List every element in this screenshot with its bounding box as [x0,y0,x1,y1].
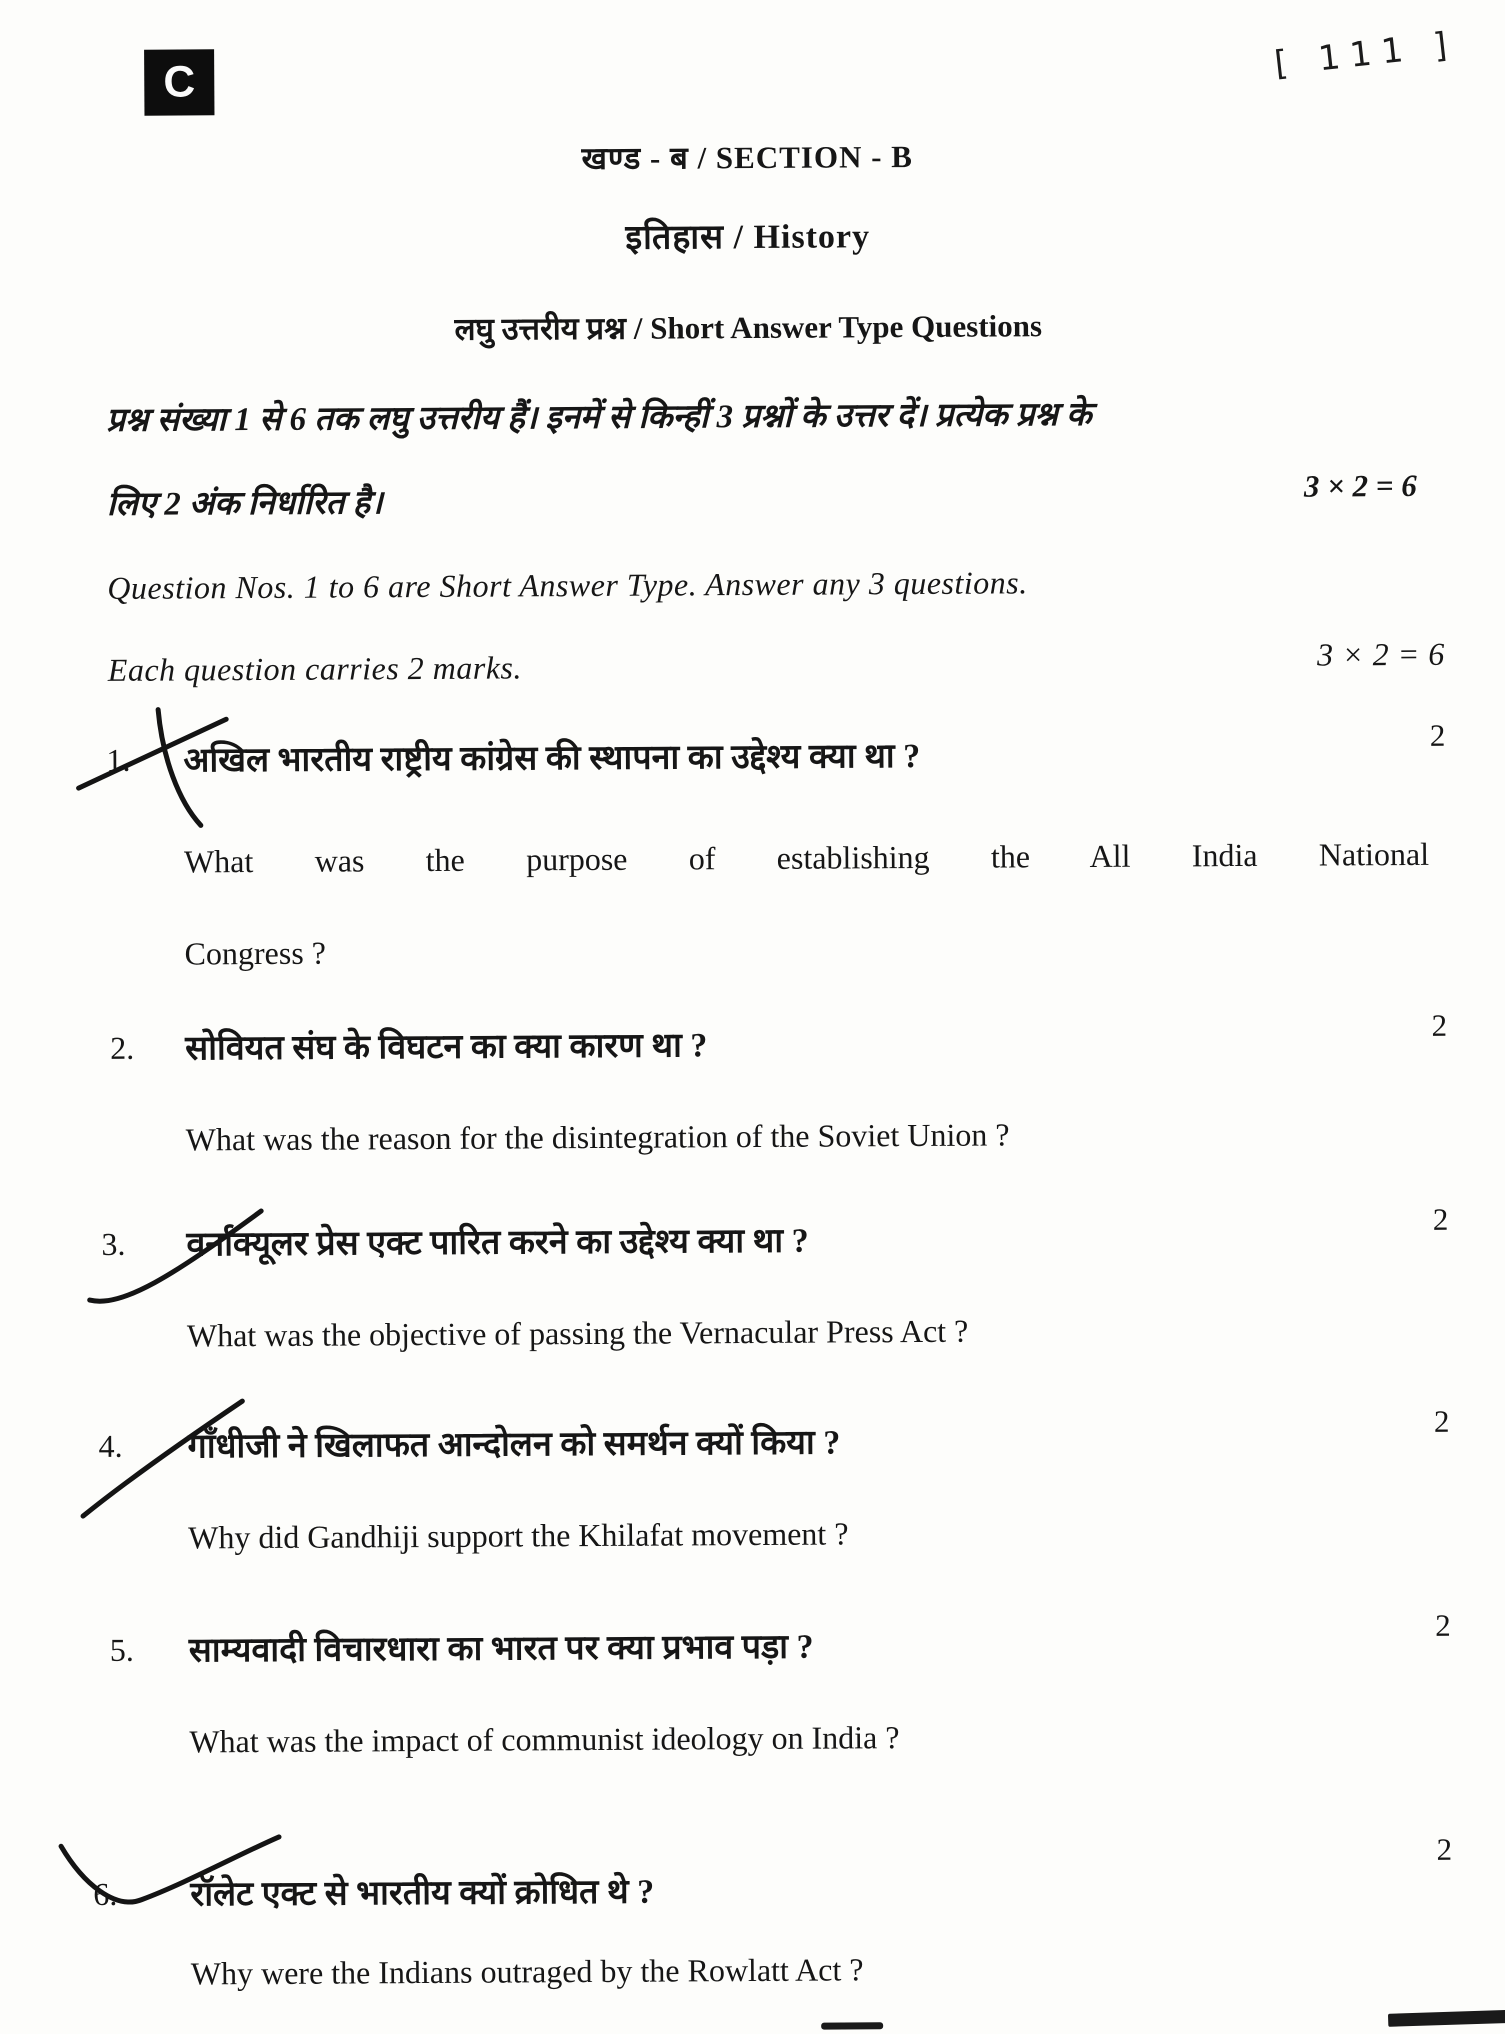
question-1-hindi: अखिल भारतीय राष्ट्रीय कांग्रेस की स्थापना का उद्देश्य क्या था ? [183,737,921,780]
question-4-hindi: गाँधीजी ने खिलाफत आन्दोलन को समर्थन क्यों किया ? [187,1424,841,1466]
question-1-marks: 2 [1429,717,1446,753]
instructions-hindi-marks: 3 × 2 = 6 [1303,467,1417,504]
question-type-header: लघु उत्तरीय प्रश्न / Short Answer Type Questions [454,308,1043,347]
question-5-english-line1: What was the impact of communist ideology on India ? [189,1719,900,1760]
question-3-marks: 2 [1432,1201,1449,1237]
question-6-marks: 2 [1436,1831,1453,1867]
question-3-english-line1: What was the objective of passing the Vernacular Press Act ? [186,1312,969,1354]
question-4-marks: 2 [1433,1403,1450,1439]
question-6-hindi: रॉलेट एक्ट से भारतीय क्यों क्रोधित थे ? [190,1873,655,1914]
scan-artifact [1388,2010,1505,2027]
question-1-number: 1. [106,741,131,778]
page-number: [ 111 ] [1272,24,1459,85]
scan-artifact [821,2022,883,2029]
booklet-code-badge: C [144,49,214,115]
question-2-hindi: सोवियत संघ के विघटन का क्या कारण था ? [185,1027,708,1068]
question-5-number: 5. [109,1631,134,1668]
instructions-english-line1: Question Nos. 1 to 6 are Short Answer Type. Answer any 3 questions. [107,564,1028,606]
question-3-hindi: वर्नाक्यूलर प्रेस एक्ट पारित करने का उद्देश्य क्या था ? [186,1222,809,1264]
question-4-english-line1: Why did Gandhiji support the Khilafat movement ? [188,1515,849,1556]
question-5-marks: 2 [1435,1607,1451,1643]
question-2-marks: 2 [1431,1007,1448,1043]
question-1-english-line1: What was the purpose of establishing the All India National [183,835,1430,880]
question-6-english-line1: Why were the Indians outraged by the Rowlatt Act ? [190,1951,864,1992]
question-4-number: 4. [98,1427,123,1465]
instructions-english-marks: 3 × 2 = 6 [1316,635,1445,673]
question-2-number: 2. [110,1029,135,1066]
instructions-english-line2: Each question carries 2 marks. [107,649,523,688]
question-5-hindi: साम्यवादी विचारधारा का भारत पर क्या प्रभाव पड़ा ? [188,1628,814,1670]
instructions-hindi-line2: लिए 2 अंक निर्धारित है। [106,485,383,523]
subject-header: इतिहास / History [625,218,871,257]
question-1-english-line2: Congress ? [184,934,327,972]
instructions-hindi-line1: प्रश्न संख्या 1 से 6 तक लघु उत्तरीय हैं। इनमें से किन्हीं 3 प्रश्नों के उत्तर दें। प्रत्येक प्रश्न के [106,396,1092,439]
question-6-number: 6. [93,1875,118,1913]
question-2-english-line1: What was the reason for the disintegration of the Soviet Union ? [185,1116,1010,1158]
question-3-number: 3. [101,1225,126,1262]
section-header: खण्ड - ब / SECTION - B [581,139,914,177]
